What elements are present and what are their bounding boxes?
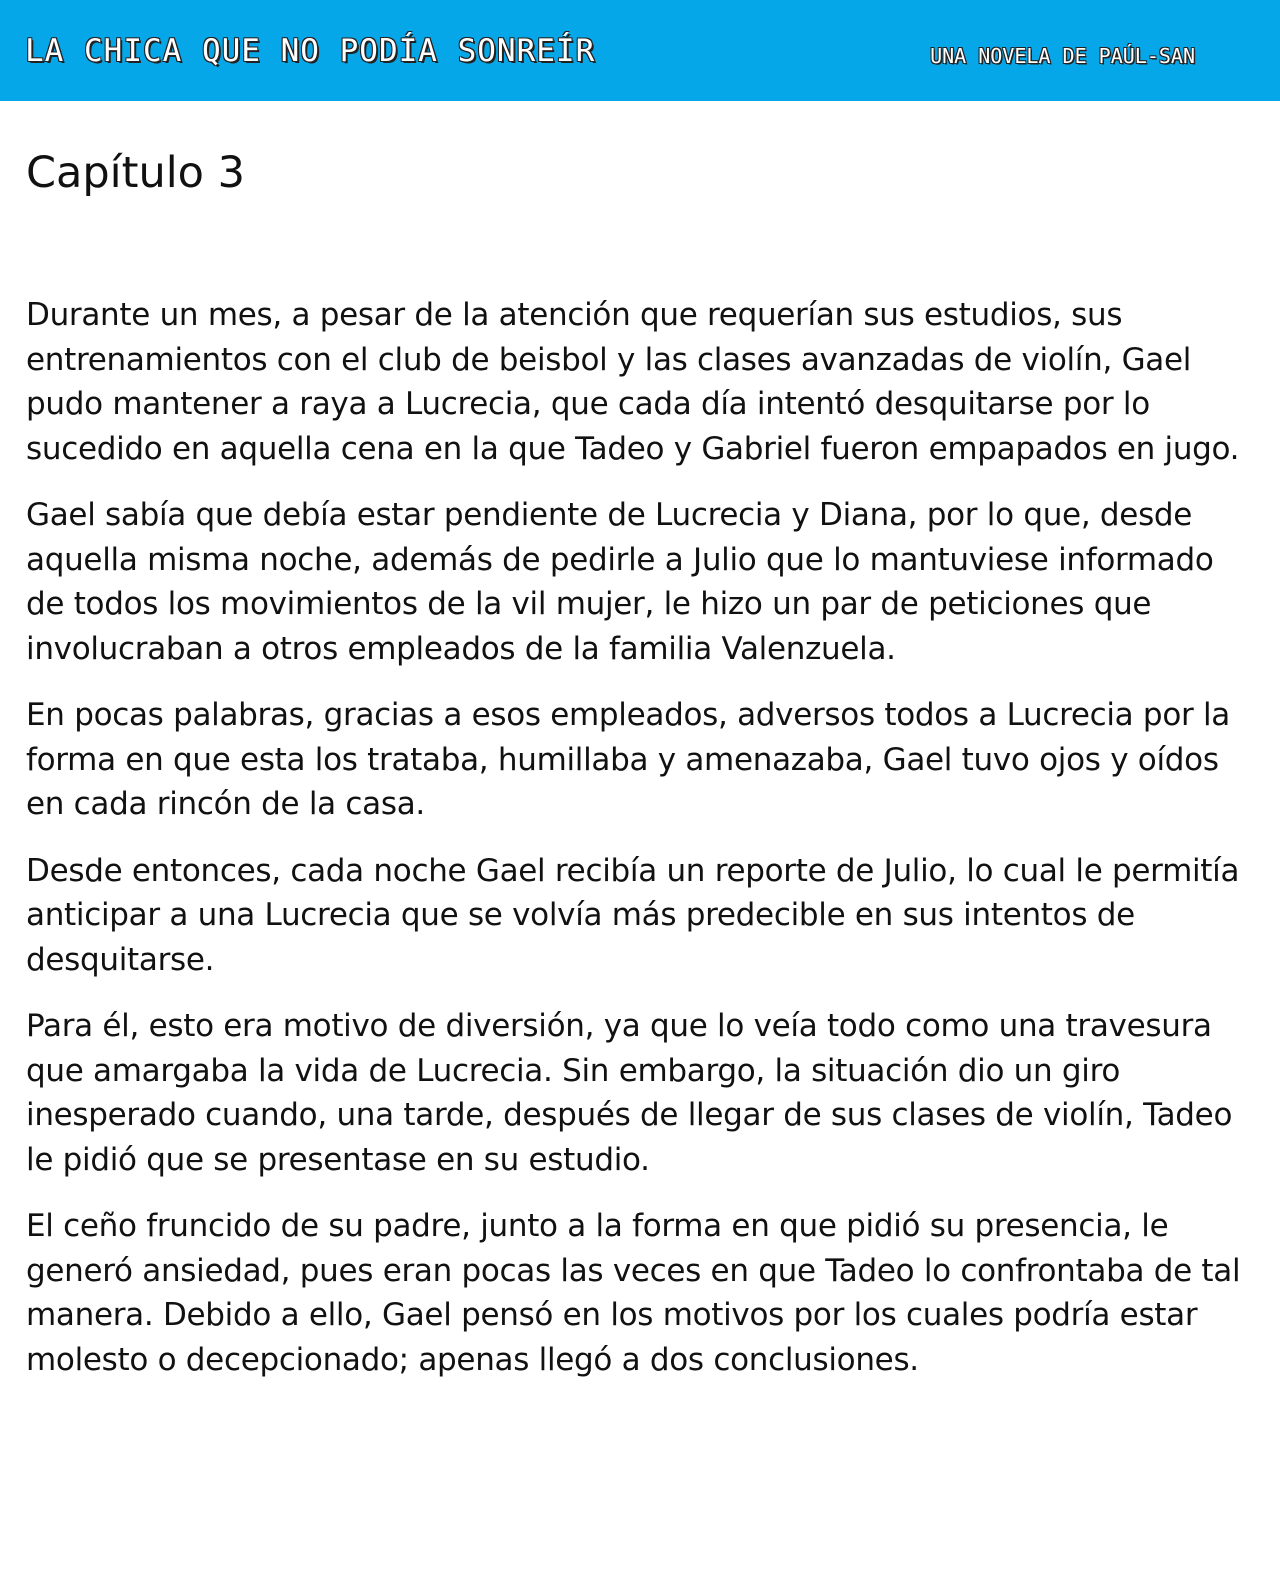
chapter-body <box>26 293 1254 1382</box>
paragraph: En pocas palabras, gracias a esos empleados, adversos todos a Lucrecia por la forma en que esta los trataba, humillaba y amenazaba, Gael tuvo ojos y oídos en cada rincón de la casa. <box>26 697 1230 822</box>
chapter-content <box>0 147 1280 1382</box>
paragraph: Para él, esto era motivo de diversión, ya que lo veía todo como una travesura que amargaba la vida de Lucrecia. Sin embargo, la situación dio un giro inesperado cuando, una tarde, después de llegar de sus clases de violín, Tadeo le pidió que se presentase en su estudio. <box>26 1008 1233 1178</box>
paragraph: Desde entonces, cada noche Gael recibía un reporte de Julio, lo cual le permitía anticipar a una Lucrecia que se volvía más predecible en sus intentos de desquitarse. <box>26 852 1240 978</box>
book-title: LA CHICA QUE NO PODÍA SONREÍR <box>25 33 596 69</box>
paragraph: El ceño fruncido de su padre, junto a la forma en que pidió su presencia, le generó ansiedad, pues eran pocas las veces en que Tadeo lo confrontaba de tal manera. Debido a ello, Gael pensó en los motivos por los cuales podría estar molesto o decepcionado; apenas llegó a dos conclusiones. <box>26 1208 1241 1378</box>
paragraph: Gael sabía que debía estar pendiente de Lucrecia y Diana, por lo que, desde aquella misma noche, además de pedirle a Julio que lo mantuviese informado de todos los movimientos de la vil mujer, le hizo un par de peticiones que involucraban a otros empleados de la familia Valenzuela. <box>26 497 1214 667</box>
header-bar <box>0 0 1280 101</box>
paragraph: Durante un mes, a pesar de la atención que requerían sus estudios, sus entrenamientos con el club de beisbol y las clases avanzadas de violín, Gael pudo mantener a raya a Lucrecia, que cada día intentó desquitarse por lo sucedido en aquella cena en la que Tadeo y Gabriel fueron empapados en jugo. <box>26 297 1240 467</box>
chapter-title: Capítulo 3 <box>26 148 246 198</box>
author-line: UNA NOVELA DE PAÚL-SAN <box>930 44 1195 68</box>
